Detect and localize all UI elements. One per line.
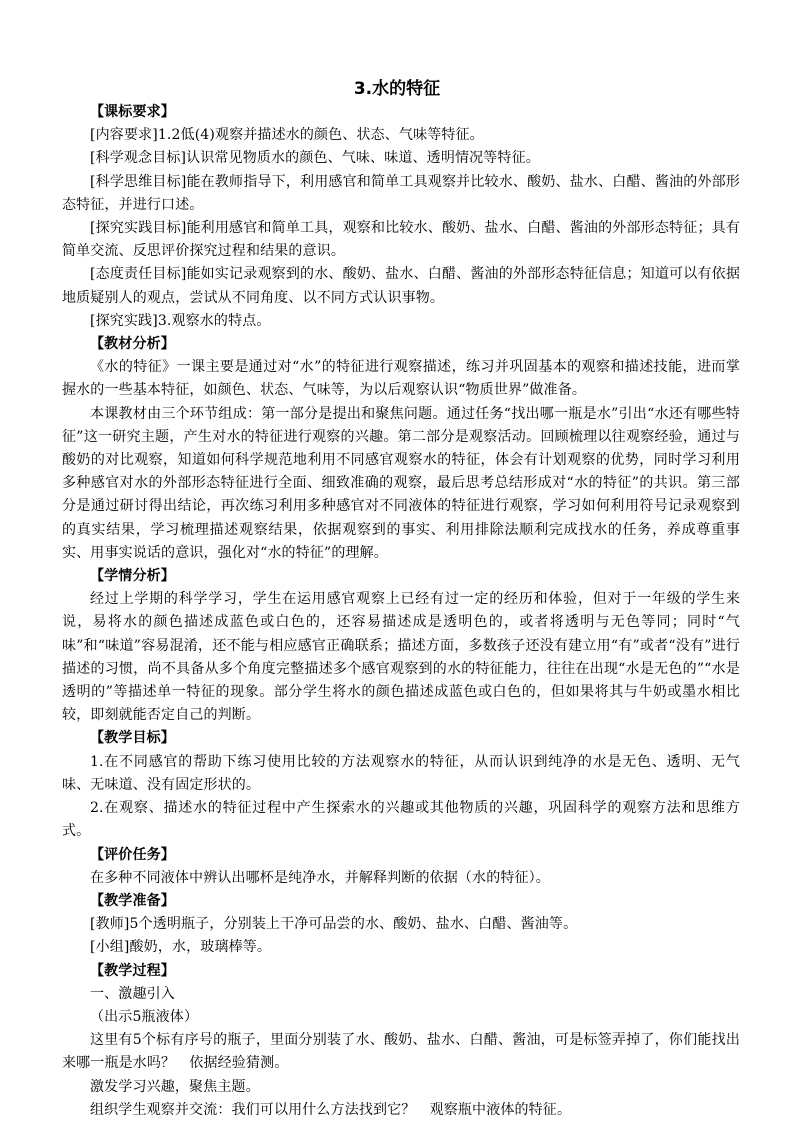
- paragraph: [探究实践]3.观察水的特点。: [90, 312, 271, 329]
- paragraph: 本课教材由三个环节组成：第一部分是提出和聚焦问题。通过任务“找出哪一瓶是水”引出“水还有哪些特征”这一研究主题，产生对水的特征进行观察的兴趣。第二部分是观察活动。回顾梳理以往观察经验，通过与酸奶的对比观察，知道如何科学规范地利用不同感官观察水的特征，体会有计划观察的优势，同时学习利用多种感官对水的外部形态特征进行全面、细致准确的观察，最后思考总结形成对“水的特征”的共识。第三部分是通过研讨得出结论，再次练习利用多种感官对不同液体的特征进行观察，学习如何利用符号记录观察到的真实结果，学习梳理描述观察结果，依据观察到的事实、利用排除法顺利完成找水的任务，养成尊重事实、用事实说话的意识，强化对“水的特征”的理解。: [62, 405, 740, 561]
- paragraph: 激发学习兴趣，聚焦主题。: [90, 1078, 260, 1095]
- section-heading-preparation: 【教学准备】: [90, 892, 175, 909]
- lesson-title: 3.水的特征: [353, 79, 441, 99]
- section-heading-standards: 【课标要求】: [90, 104, 175, 120]
- paragraph: 经过上学期的科学学习，学生在运用感官观察上已经有过一定的经历和体验，但对于一年级的学生来说，易将水的颜色描述成蓝色或白色的，还容易描述成是透明色的，或者将透明与无色等同；同时“气味”和“味道”容易混淆，还不能与相应感官正确联系；描述方面，多数孩子还没有建立用“有”或者“没有”进行描述的习惯，尚不具备从多个角度完整描述多个感官观察到的水的特征能力，往往在出现“水是无色的”“水是透明的”等描述单一特征的现象。部分学生将水的颜色描述成蓝色或白色的，但如果将其与牛奶或墨水相比较，即刻就能否定自己的判断。: [62, 591, 740, 724]
- paragraph: [科学思维目标]能在教师指导下，利用感官和简单工具观察并比较水、酸奶、盐水、白醋、酱油的外部形态特征，并进行口述。: [62, 173, 740, 213]
- paragraph: [小组]酸奶，水，玻璃棒等。: [90, 939, 272, 956]
- section-heading-process: 【教学过程】: [90, 962, 175, 979]
- paragraph: 一、激趣引入: [90, 985, 175, 1002]
- paragraph: 2.在观察、描述水的特征过程中产生探索水的兴趣或其他物质的兴趣，巩固科学的观察方法和思维方式。: [62, 800, 740, 840]
- paragraph: [教师]5个透明瓶子，分别装上干净可品尝的水、酸奶、盐水、白醋、酱油等。: [90, 916, 578, 933]
- paragraph: 这里有5个标有序号的瓶子，里面分别装了水、酸奶、盐水、白醋、酱油，可是标签弄掉了，你们能找出来哪一瓶是水吗？ 依据经验猜测。: [62, 1032, 740, 1072]
- paragraph: [内容要求]1.2低(4)观察并描述水的颜色、状态、气味等特征。: [90, 127, 484, 144]
- section-heading-evaluation: 【评价任务】: [90, 846, 175, 863]
- section-heading-textbook: 【教材分析】: [90, 336, 175, 353]
- document-body: [62, 101, 740, 1122]
- paragraph: 组织学生观察并交流：我们可以用什么方法找到它？ 观察瓶中液体的特征。: [90, 1101, 572, 1118]
- section-heading-students: 【学情分析】: [90, 568, 175, 585]
- paragraph: [探究实践目标]能利用感官和简单工具，观察和比较水、酸奶、盐水、白醋、酱油的外部形态特征；具有简单交流、反思评价探究过程和结果的意识。: [62, 220, 740, 260]
- paragraph: [科学观念目标]认识常见物质水的颜色、气味、味道、透明情况等特征。: [90, 150, 540, 167]
- paragraph: 1.在不同感官的帮助下练习使用比较的方法观察水的特征，从而认识到纯净的水是无色、透明、无气味、无味道、没有固定形状的。: [62, 753, 740, 793]
- paragraph: 《水的特征》一课主要是通过对“水”的特征进行观察描述，练习并巩固基本的观察和描述技能，进而掌握水的一些基本特征，如颜色、状态、气味等，为以后观察认识“物质世界”做准备。: [62, 359, 740, 399]
- paragraph: [态度责任目标]能如实记录观察到的水、酸奶、盐水、白醋、酱油的外部形态特征信息；知道可以有依据地质疑别人的观点，尝试从不同角度、以不同方式认识事物。: [62, 266, 740, 306]
- paragraph: 在多种不同液体中辨认出哪杯是纯净水，并解释判断的依据（水的特征）。: [90, 869, 550, 886]
- section-heading-goals: 【教学目标】: [90, 730, 175, 747]
- paragraph: （出示5瓶液体）: [90, 1008, 199, 1025]
